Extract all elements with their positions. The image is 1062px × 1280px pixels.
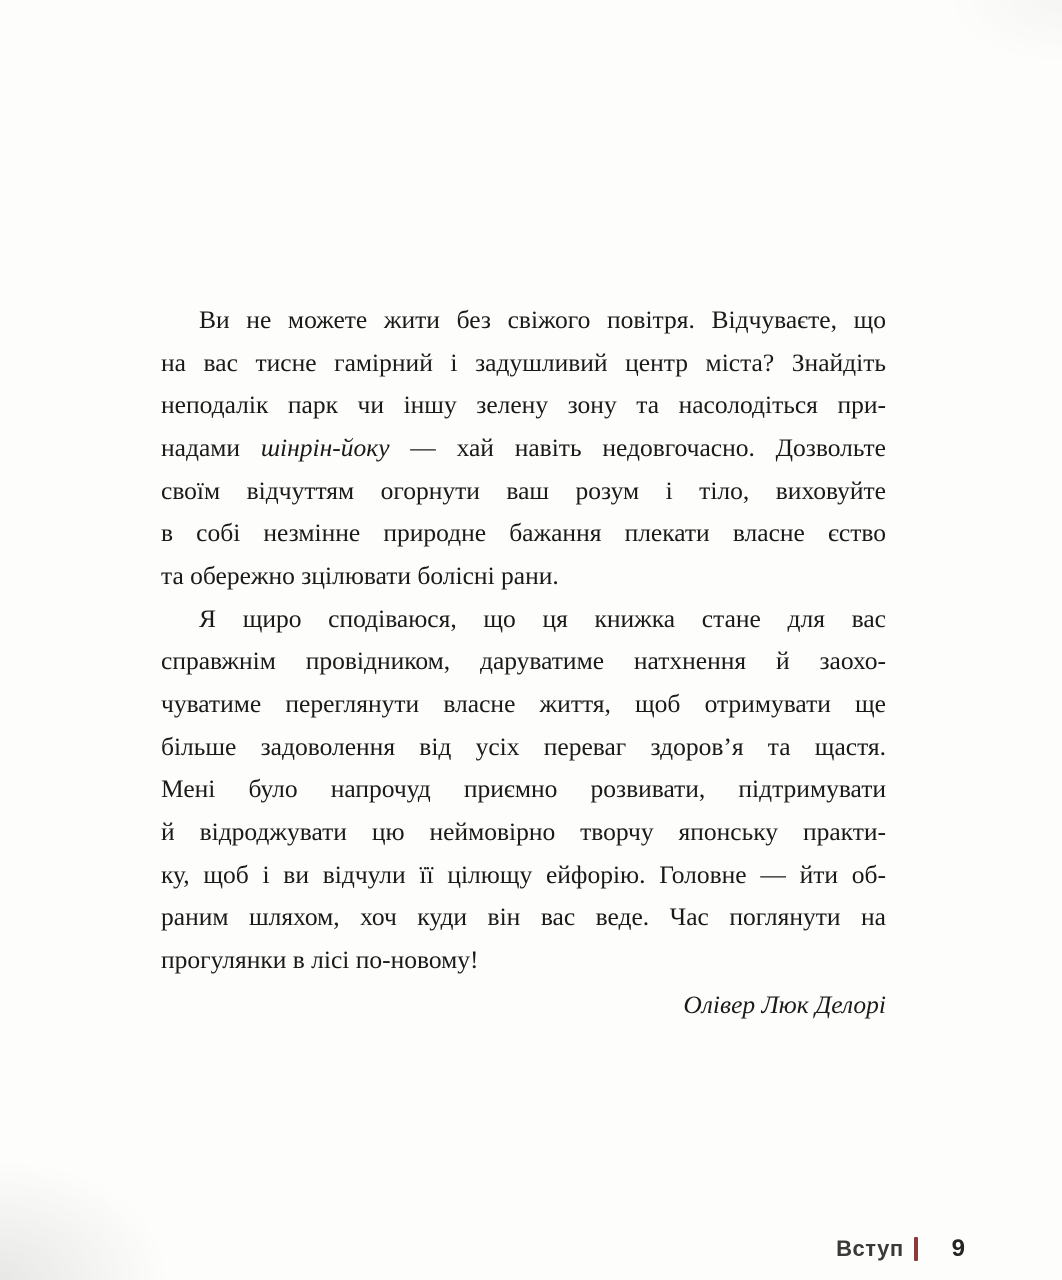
text-segment: більше задоволення від усіх переваг здоров’я та щастя.	[161, 731, 886, 761]
text-segment: на вас тисне гамірний і задушливий центр міста? Знайдіть	[161, 347, 886, 377]
author-signature: Олівер Люк Делорі	[683, 989, 886, 1019]
text-segment: в собі незмінне природне бажання плекати власне єство	[161, 518, 886, 548]
text-segment: — хай навіть недовгочасно. Дозвольте	[389, 432, 886, 462]
paragraph	[161, 598, 886, 982]
text-segment: Мені було напрочуд приємно розвивати, підтримувати	[161, 774, 886, 804]
footer-page-number: 9	[951, 1235, 965, 1262]
text-segment: прогулянки в лісі по-новому!	[161, 944, 479, 974]
text-segment: раним шляхом, хоч куди він вас веде. Час поглянути на	[161, 902, 886, 932]
text-line	[161, 811, 886, 854]
page-footer	[0, 1234, 965, 1264]
text-segment: чуватиме переглянути власне життя, щоб отримувати ще	[161, 688, 886, 718]
text-segment: неподалік парк чи іншу зелену зону та насолодіться при-	[161, 390, 886, 420]
italic-term: шінрін-йоку	[260, 432, 390, 462]
text-segment: ку, щоб і ви відчули її цілющу ейфорію. Головне — йти об-	[161, 859, 886, 889]
page-body	[161, 299, 886, 1026]
text-segment: та обережно зцілювати болісні рани.	[161, 560, 559, 590]
text-line	[161, 939, 886, 982]
text-segment: справжнім провідником, даруватиме натхнення й заохо-	[161, 646, 886, 676]
text-segment: своїм відчуттям огорнути ваш розум і тіло, виховуйте	[161, 475, 886, 505]
paragraph	[161, 299, 886, 598]
text-line	[161, 342, 886, 385]
text-line	[161, 598, 886, 641]
footer-section-label: Вступ	[836, 1236, 904, 1261]
text-line	[161, 427, 886, 470]
text-segment: й відроджувати цю неймовірно творчу японську практи-	[161, 816, 886, 846]
text-line	[161, 683, 886, 726]
text-line	[161, 470, 886, 513]
text-segment: надами	[161, 432, 261, 462]
text-line	[161, 384, 886, 427]
text-segment: Ви не можете жити без свіжого повітря. Відчуваєте, що	[199, 305, 886, 334]
text-line	[161, 854, 886, 897]
text-line	[161, 299, 886, 342]
text-line	[161, 555, 886, 598]
footer-divider-bar	[914, 1237, 918, 1261]
text-segment: Я щиро сподіваюся, що ця книжка стане для вас	[199, 603, 886, 633]
text-line	[161, 726, 886, 769]
text-line	[161, 640, 886, 683]
paragraphs-container	[161, 299, 886, 982]
text-line	[161, 768, 886, 811]
text-line	[161, 896, 886, 939]
text-line	[161, 512, 886, 555]
